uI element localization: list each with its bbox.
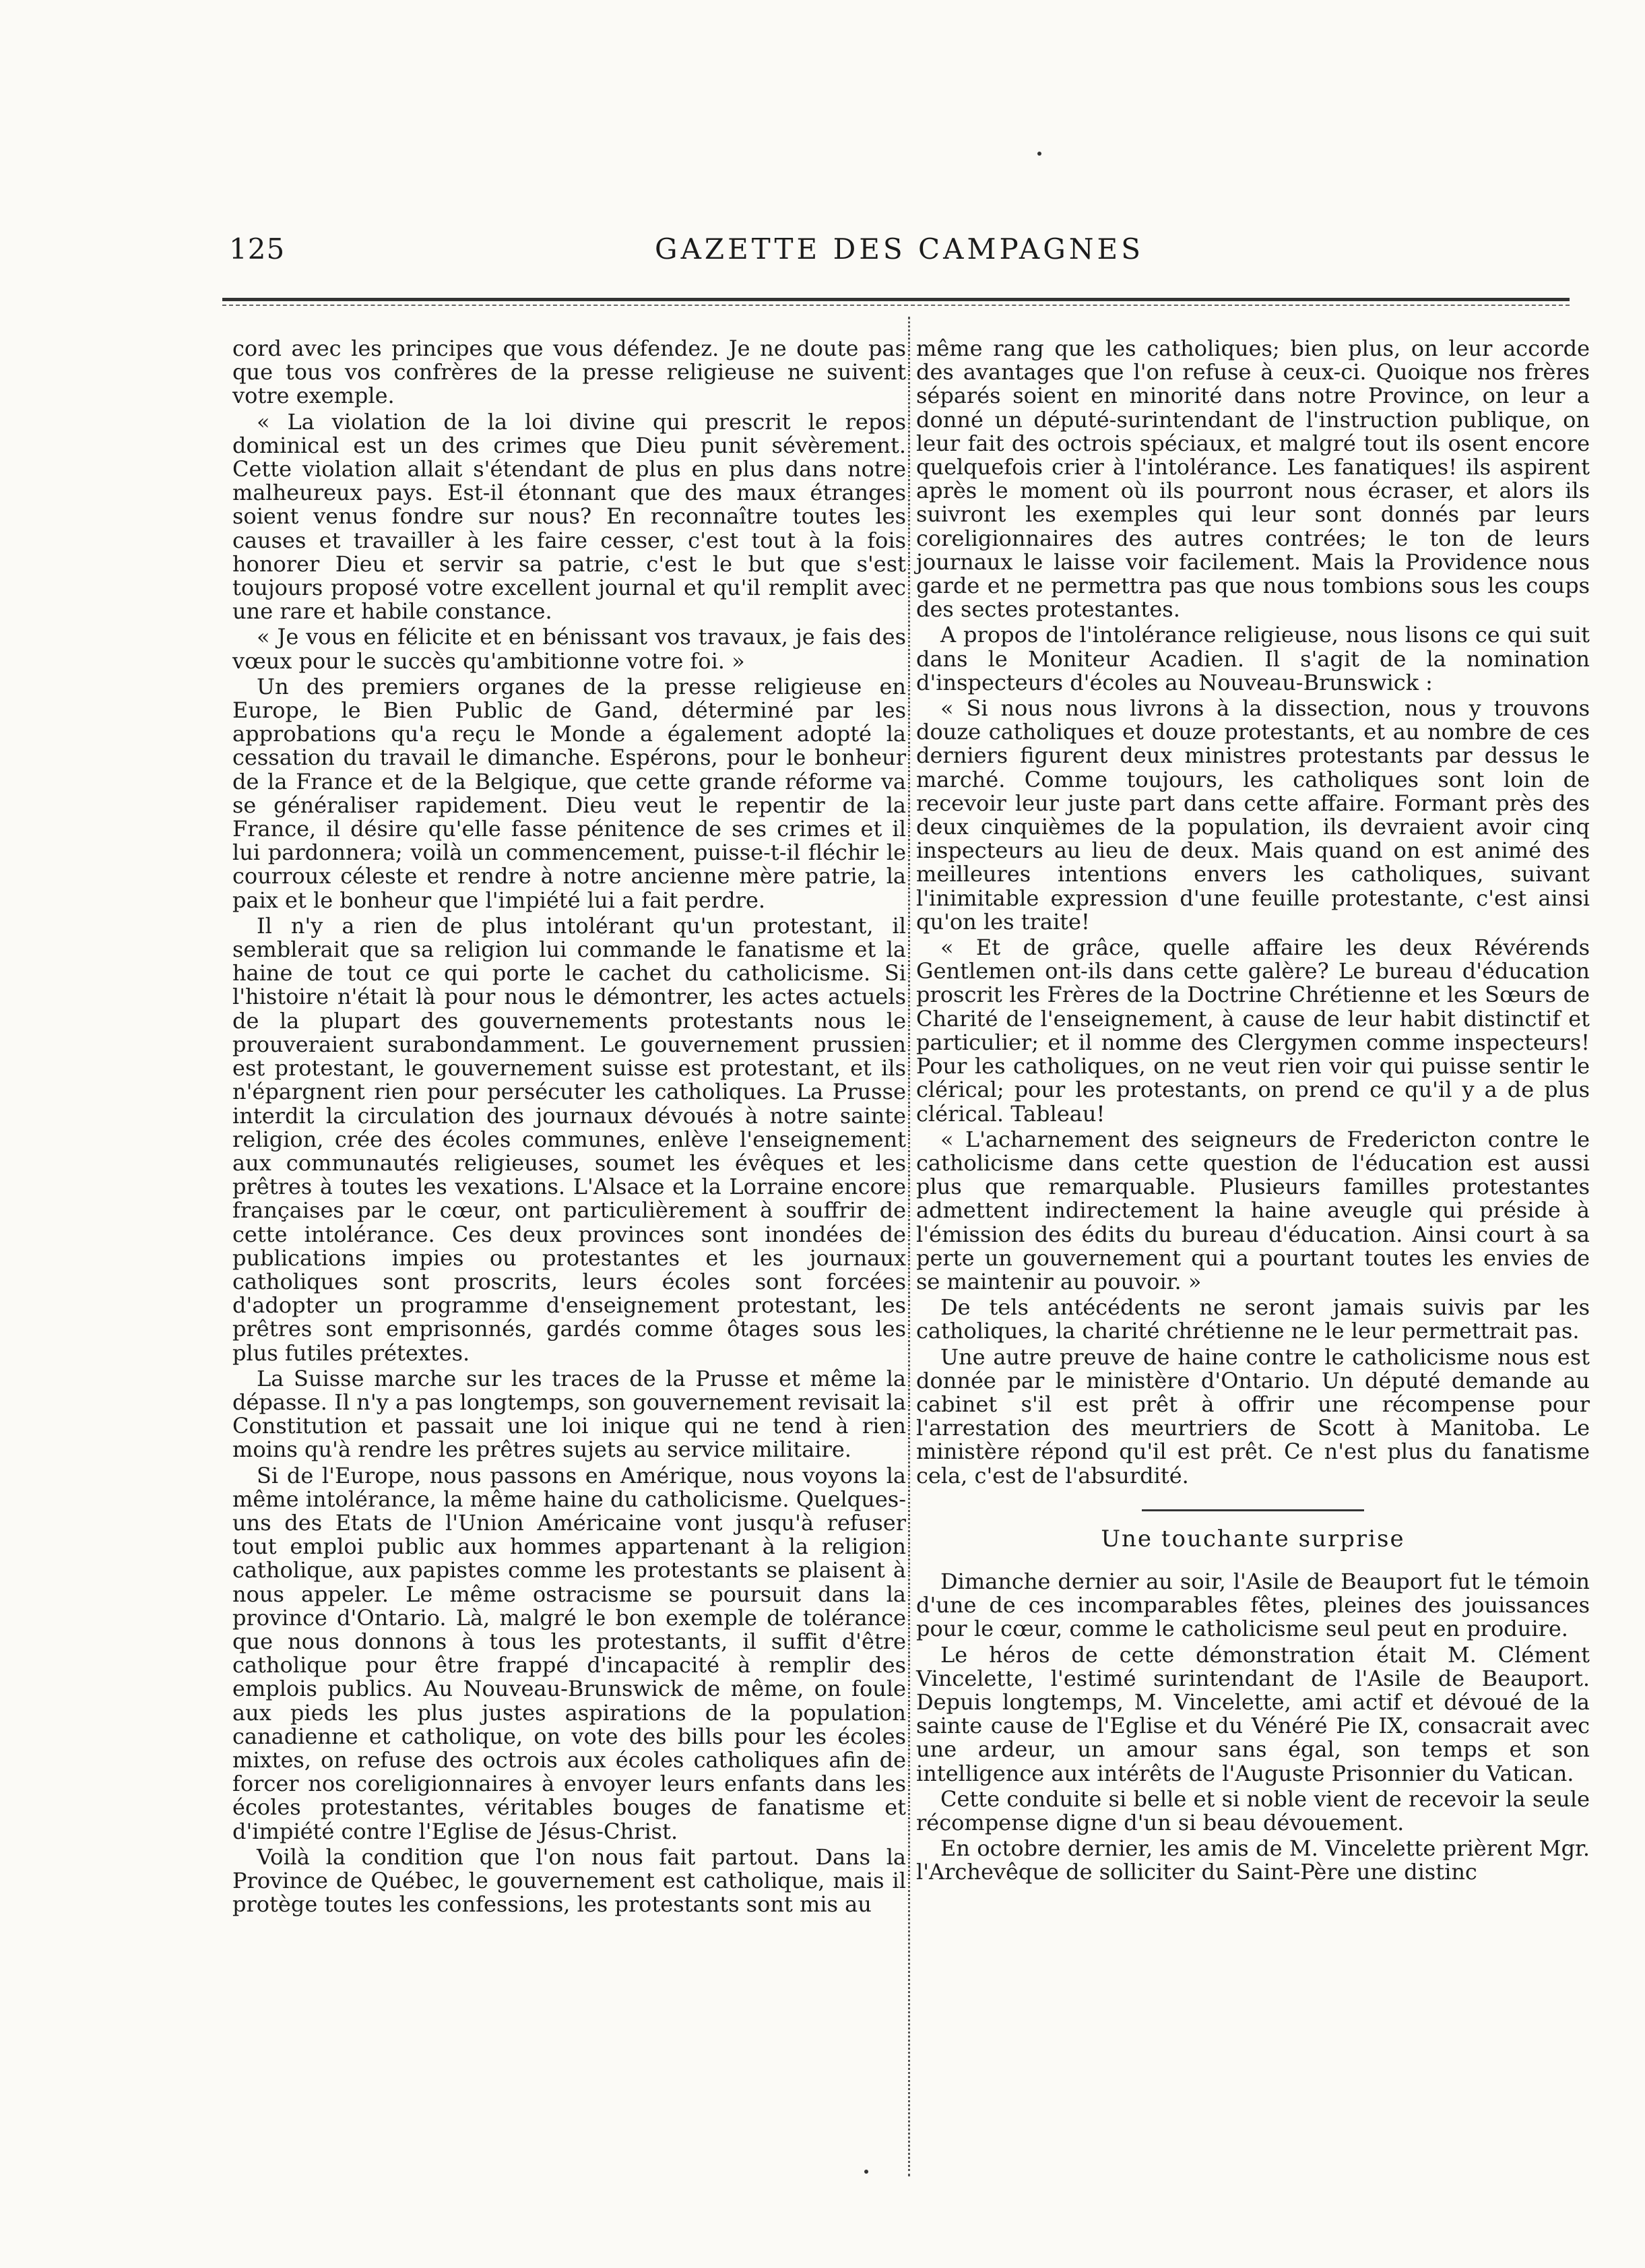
- paragraph: Voilà la condition que l'on nous fait partout. Dans la Province de Québec, le gouvernement est catholique, mais il protège toutes les confessions, les protestants sont mis au: [232, 1844, 906, 1918]
- column-divider: [908, 317, 910, 2176]
- paragraph: Un des premiers organes de la presse religieuse en Europe, le Bien Public de Gand, déterminé par les approbations qu'a reçu le Monde a également adopté la cessation du travail le dimanche. Espérons, pour le bonheur de la France et de la Belgique, que cette grande réforme va se généraliser rapidement. Dieu veut le repentir de la France, il désire qu'elle fasse pénitence de ses crimes et il lui pardonnera; voilà un commencement, puisse-t-il fléchir le courroux céleste et rendre à notre ancienne mère patrie, la paix et le bonheur que l'impiété lui a fait perdre.: [232, 673, 906, 913]
- paragraph: même rang que les catholiques; bien plus, on leur accorde des avantages que l'on refuse à ceux-ci. Quoique nos frères séparés soient en minorité dans notre Province, on leur a donné un député-surintendant de l'instruction publique, on leur fait des octrois spéciaux, et malgré tout ils osent encore quelquefois crier à l'intolérance. Les fanatiques! ils aspirent après le moment où ils pourront nous écraser, et alors ils suivront les exemples qui leur sont donnés par leurs coreligionnaires des autres contrées; le ton de leurs journaux le laisse voir facilement. Mais la Providence nous garde et ne permettra pas que nous tombions sous les coups des sectes protestantes.: [916, 336, 1590, 623]
- right-column: [916, 337, 1590, 1887]
- page-number: 125: [229, 232, 286, 265]
- paragraph: La Suisse marche sur les traces de la Prusse et même la dépasse. Il n'y a pas longtemps, son gouvernement revisait la Constitution et passait une loi inique qui ne tend à rien moins qu'à rendre les prêtres sujets au service militaire.: [232, 1365, 906, 1463]
- paragraph: « La violation de la loi divine qui prescrit le repos dominical est un des crimes que Dieu punit sévèrement. Cette violation allait s'étendant de plus en plus dans notre malheureux pays. Est-il étonnant que des maux étranges soient venus fondre sur nous? En reconnaître toutes les causes et travailler à les faire cesser, c'est tout à la fois honorer Dieu et servir sa patrie, c'est le but que s'est toujours proposé votre excellent journal et qu'il remplit avec une rare et habile constance.: [232, 408, 906, 625]
- paragraph: De tels antécédents ne seront jamais suivis par les catholiques, la charité chrétienne ne le leur permettrait pas.: [916, 1294, 1590, 1344]
- paragraph: « L'acharnement des seigneurs de Fredericton contre le catholicisme dans cette question de l'éducation est aussi plus que remarquable. Plusieurs familles protestantes admettent indirectement la haine aveugle qui préside à l'émission des édits du bureau d'éducation. Ainsi court à sa perte un gouvernement qui a pourtant toutes les envies de se maintenir au pouvoir. »: [916, 1126, 1590, 1294]
- paragraph: Une autre preuve de haine contre le catholicisme nous est donnée par le ministère d'Ontario. Un député demande au cabinet s'il est prêt à offrir une récompense pour l'arrestation des meurtriers de Scott à Manitoba. Le ministère répond qu'il est prêt. Ce n'est plus du fanatisme cela, c'est de l'absurdité.: [916, 1344, 1590, 1488]
- paragraph: cord avec les principes que vous défendez. Je ne doute pas que tous vos confrères de la presse religieuse ne suivent votre exemple.: [232, 336, 906, 409]
- paragraph: « Et de grâce, quelle affaire les deux Révérends Gentlemen ont-ils dans cette galère? Le bureau d'éducation proscrit les Frères de la Doctrine Chrétienne et les Sœurs de Charité de l'enseignement, à cause de leur habit distinctif et particulier; et il nomme des Clergymen comme inspecteurs! Pour les catholiques, on ne veut rien voir qui puisse sentir le clérical; pour les protestants, on prend ce qu'il y a de plus clérical. Tableau!: [916, 935, 1590, 1127]
- left-column: [232, 337, 906, 1918]
- running-title: GAZETTE DES CAMPAGNES: [655, 232, 1144, 265]
- section-heading: Une touchante surprise: [1101, 1525, 1405, 1552]
- paragraph: Cette conduite si belle et si noble vient de recevoir la seule récompense digne d'un si beau dévouement.: [916, 1786, 1590, 1835]
- header-rule: [222, 298, 1570, 301]
- paragraph: Le héros de cette démonstration était M. Clément Vincelette, l'estimé surintendant de l'Asile de Beauport. Depuis longtemps, M. Vincelette, ami actif et dévoué de la sainte cause de l'Eglise et du Vénéré Pie IX, consacrait avec une ardeur, un amour sans égal, son temps et son intelligence aux intérêts de l'Auguste Prisonnier du Vatican.: [916, 1641, 1590, 1786]
- paragraph: A propos de l'intolérance religieuse, nous lisons ce qui suit dans le Moniteur Acadien. Il s'agit de la nomination d'inspecteurs d'écoles au Nouveau-Brunswick :: [916, 622, 1590, 695]
- paragraph: En octobre dernier, les amis de M. Vincelette prièrent Mgr. l'Archevêque de solliciter du Saint-Père une distinc: [916, 1835, 1590, 1885]
- page-header: [229, 232, 1570, 280]
- section-rule: [1142, 1509, 1364, 1511]
- paragraph: Il n'y a rien de plus intolérant qu'un protestant, il semblerait que sa religion lui commande le fanatisme et la haine de tout ce qui porte le cachet du catholicisme. Si l'histoire n'était là pour nous le démontrer, les actes actuels de la plupart des gouvernements protestants nous le prouveraient surabondamment. Le gouvernement prussien est protestant, le gouvernement suisse est protestant, et ils n'épargnent rien pour persécuter les catholiques. La Prusse interdit la circulation des journaux dévoués à notre sainte religion, crée des écoles communes, enlève l'enseignement aux communautés religieuses, soumet les évêques et les prêtres à toutes les vexations. L'Alsace et la Lorraine encore françaises par le cœur, ont particulièrement à souffrir de cette intolérance. Ces deux provinces sont inondées de publications impies ou protestantes et les journaux catholiques sont proscrits, leurs écoles sont forcées d'adopter un programme d'enseignement protestant, les prêtres sont emprisonnés, gardés comme ôtages sous les plus futiles prétextes.: [232, 912, 906, 1366]
- paragraph: « Je vous en félicite et en bénissant vos travaux, je fais des vœux pour le succès qu'ambitionne votre foi. »: [232, 624, 906, 674]
- ink-speck: [1037, 152, 1041, 156]
- header-rule-secondary: [222, 305, 1570, 306]
- ink-speck: [864, 2170, 868, 2174]
- paragraph: « Si nous nous livrons à la dissection, nous y trouvons douze catholiques et douze protestants, et au nombre de ces derniers figurent deux ministres protestants par dessus le marché. Comme toujours, les catholiques sont loin de recevoir leur juste part dans cette affaire. Formant près des deux cinquièmes de la population, ils devraient avoir cinq inspecteurs au lieu de deux. Mais quand on est animé des meilleures intentions envers les catholiques, suivant l'inimitable expression d'une feuille protestante, c'est ainsi qu'on les traite!: [916, 695, 1590, 935]
- paragraph: Si de l'Europe, nous passons en Amérique, nous voyons la même intolérance, la même haine du catholicisme. Quelques-uns des Etats de l'Union Américaine vont jusqu'à refuser tout emploi public aux hommes appartenant à la religion catholique, aux papistes comme les protestants se plaisent à nous appeler. Le même ostracisme se poursuit dans la province d'Ontario. Là, malgré le bon exemple de tolérance que nous donnons à tous les protestants, il suffit d'être catholique pour être frappé d'incapacité à remplir des emplois publics. Au Nouveau-Brunswick de même, on foule aux pieds les plus justes aspirations de la population canadienne et catholique, on vote des bills pour les écoles mixtes, on refuse des octrois aux écoles catholiques afin de forcer nos coreligionnaires à envoyer leurs enfants dans les écoles protestantes, véritables bouges de fanatisme et d'impiété contre l'Eglise de Jésus-Christ.: [232, 1462, 906, 1844]
- paragraph: Dimanche dernier au soir, l'Asile de Beauport fut le témoin d'une de ces incomparables fêtes, pleines des jouissances pour le cœur, comme le catholicisme seul peut en produire.: [916, 1568, 1590, 1642]
